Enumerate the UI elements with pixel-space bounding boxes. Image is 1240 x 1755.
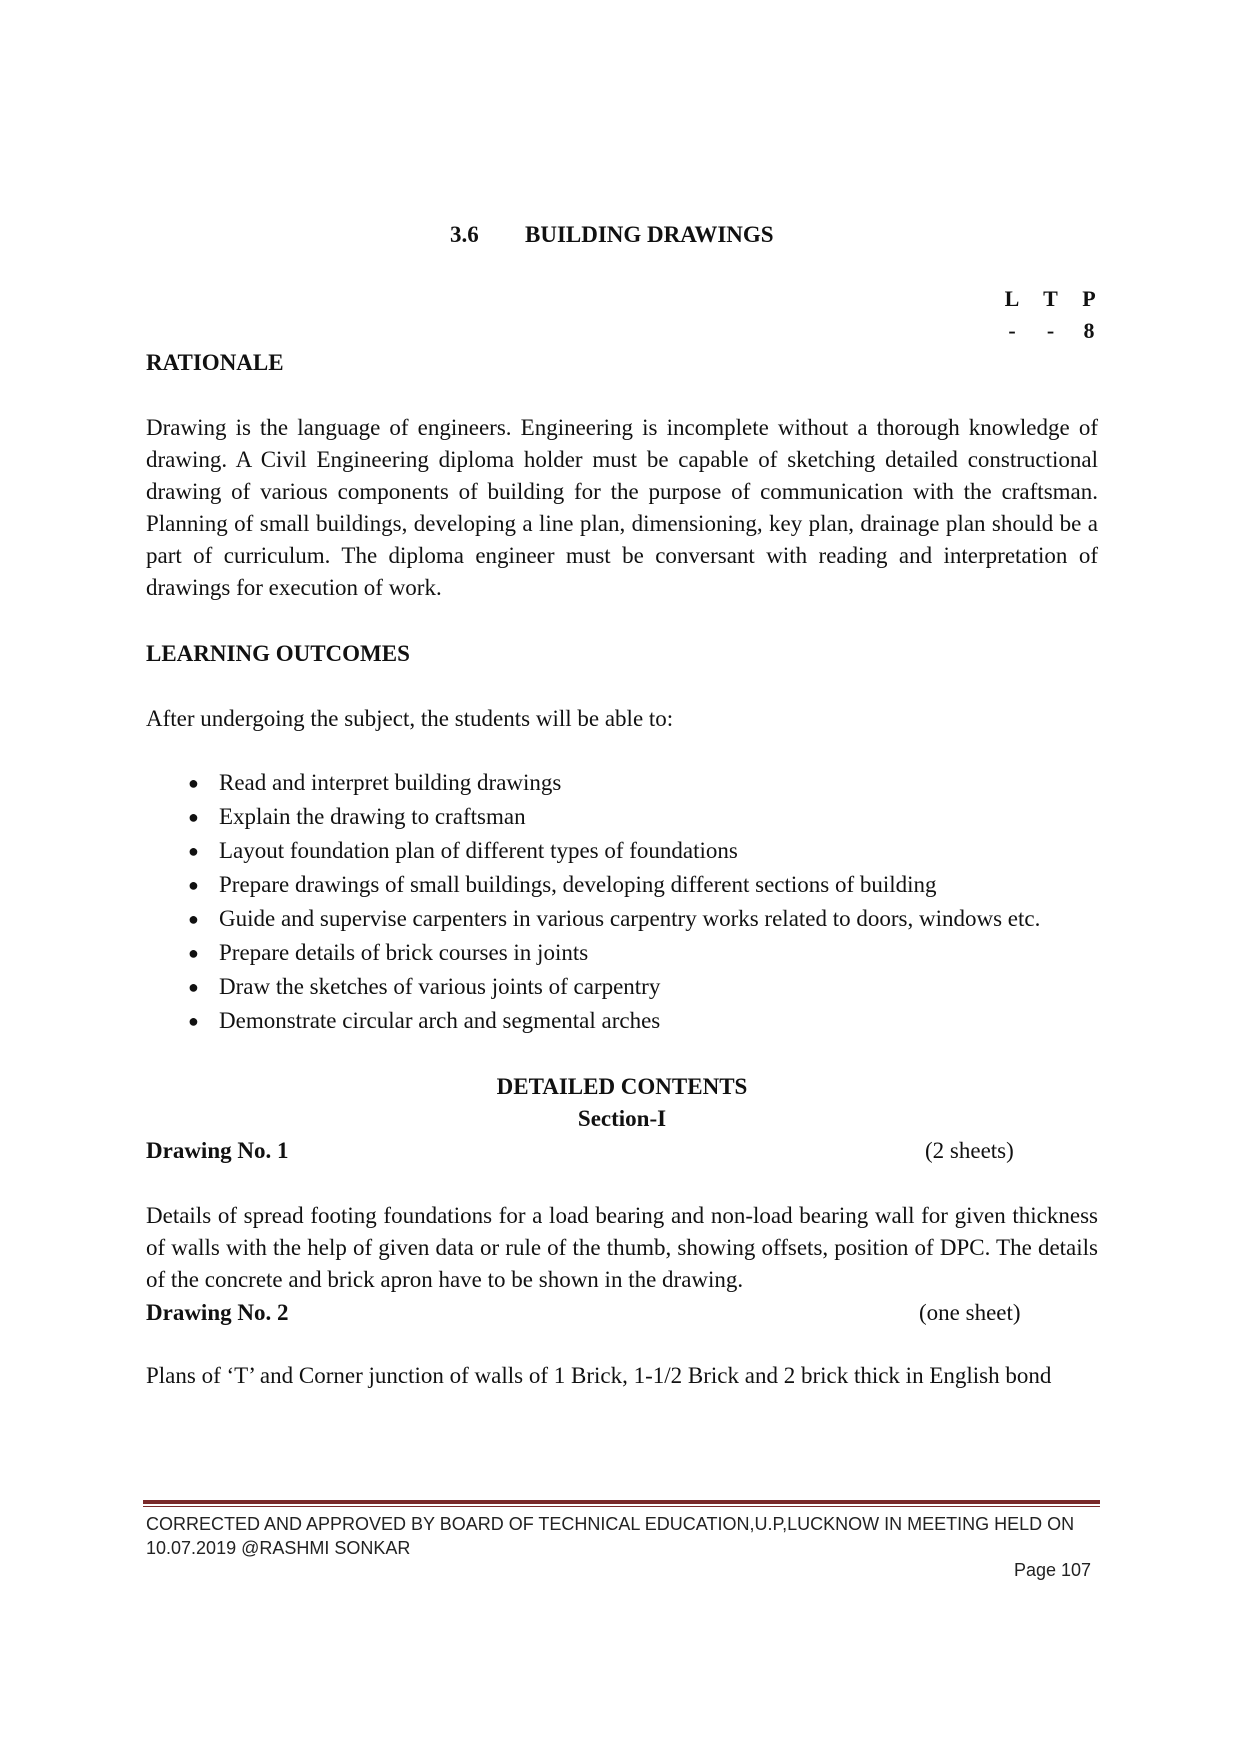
bullet-icon: ● <box>188 1011 199 1031</box>
list-item <box>146 970 1106 1004</box>
list-item-text: Demonstrate circular arch and segmental arches <box>219 1008 661 1033</box>
list-item-text: Guide and supervise carpenters in various carpentry works related to doors, windows etc. <box>219 906 1041 931</box>
bullet-icon: ● <box>188 841 199 861</box>
drawing-2-sheets: (one sheet) <box>919 1300 1021 1325</box>
rationale-heading: RATIONALE <box>146 350 284 375</box>
ltp-table <box>1002 283 1102 347</box>
bullet-icon: ● <box>188 875 199 895</box>
section-number: 3.6 <box>450 222 479 247</box>
footer-rule-thin <box>143 1506 1100 1507</box>
ltp-value-t: - <box>1046 318 1055 343</box>
bullet-icon: ● <box>188 773 199 793</box>
list-item <box>146 936 1106 970</box>
bullet-icon: ● <box>188 909 199 929</box>
ltp-label-l: L <box>1004 286 1020 311</box>
list-item <box>146 902 1106 936</box>
list-item <box>146 834 1106 868</box>
bullet-icon: ● <box>188 977 199 997</box>
ltp-label-t: T <box>1043 286 1058 311</box>
section-title: BUILDING DRAWINGS <box>525 222 774 247</box>
page-title <box>450 219 830 251</box>
list-item-text: Layout foundation plan of different types of foundations <box>219 838 738 863</box>
drawing-2-description: Plans of ‘T’ and Corner junction of walls of 1 Brick, 1-1/2 Brick and 2 brick thick in English bond <box>146 1363 1052 1388</box>
list-item <box>146 1004 1106 1038</box>
bullet-icon: ● <box>188 943 199 963</box>
detailed-contents-heading: DETAILED CONTENTS <box>496 1074 748 1099</box>
list-item-text: Read and interpret building drawings <box>219 770 562 795</box>
learning-outcomes-list <box>146 766 1106 1038</box>
drawing-2-label: Drawing No. 2 <box>146 1300 289 1325</box>
list-item-text: Prepare drawings of small buildings, developing different sections of building <box>219 872 937 897</box>
footer-text: CORRECTED AND APPROVED BY BOARD OF TECHNICAL EDUCATION,U.P,LUCKNOW IN MEETING HELD ON 10.07.2019 @RASHMI SONKAR <box>146 1514 1075 1558</box>
drawing-1-sheets: (2 sheets) <box>925 1138 1014 1163</box>
bullet-icon: ● <box>188 807 199 827</box>
page-number: Page 107 <box>1014 1560 1092 1580</box>
section-heading: Section-I <box>577 1106 667 1131</box>
learning-outcomes-intro: After undergoing the subject, the students will be able to: <box>146 706 674 731</box>
drawing-1-label: Drawing No. 1 <box>146 1138 289 1163</box>
ltp-label-p: P <box>1082 286 1096 311</box>
ltp-values <box>1002 315 1099 347</box>
ltp-labels <box>1002 283 1099 315</box>
footer-rule <box>143 1500 1100 1507</box>
ltp-value-l: - <box>1008 318 1016 343</box>
list-item-text: Explain the drawing to craftsman <box>219 804 526 829</box>
list-item-text: Prepare details of brick courses in joints <box>219 940 589 965</box>
learning-outcomes-heading: LEARNING OUTCOMES <box>146 641 410 666</box>
rationale-paragraph: Drawing is the language of engineers. Engineering is incomplete without a thorough knowledge of drawing. A Civil Engineering diploma holder must be capable of sketching detailed constructional drawing of various components of building for the purpose of communication with the craftsman. Planning of small buildings, developing a line plan, dimensioning, key plan, drainage plan should be a part of curriculum. The diploma engineer must be conversant with reading and interpretation of drawings for execution of work. <box>146 415 1098 600</box>
list-item <box>146 800 1106 834</box>
list-item <box>146 766 1106 800</box>
drawing-1-description: Details of spread footing foundations for a load bearing and non-load bearing wall for given thickness of walls with the help of given data or rule of the thumb, showing offsets, position of DPC. The details of the concrete and brick apron have to be shown in the drawing. <box>146 1203 1098 1292</box>
list-item-text: Draw the sketches of various joints of carpentry <box>219 974 661 999</box>
list-item <box>146 868 1106 902</box>
ltp-value-p: 8 <box>1083 318 1095 343</box>
